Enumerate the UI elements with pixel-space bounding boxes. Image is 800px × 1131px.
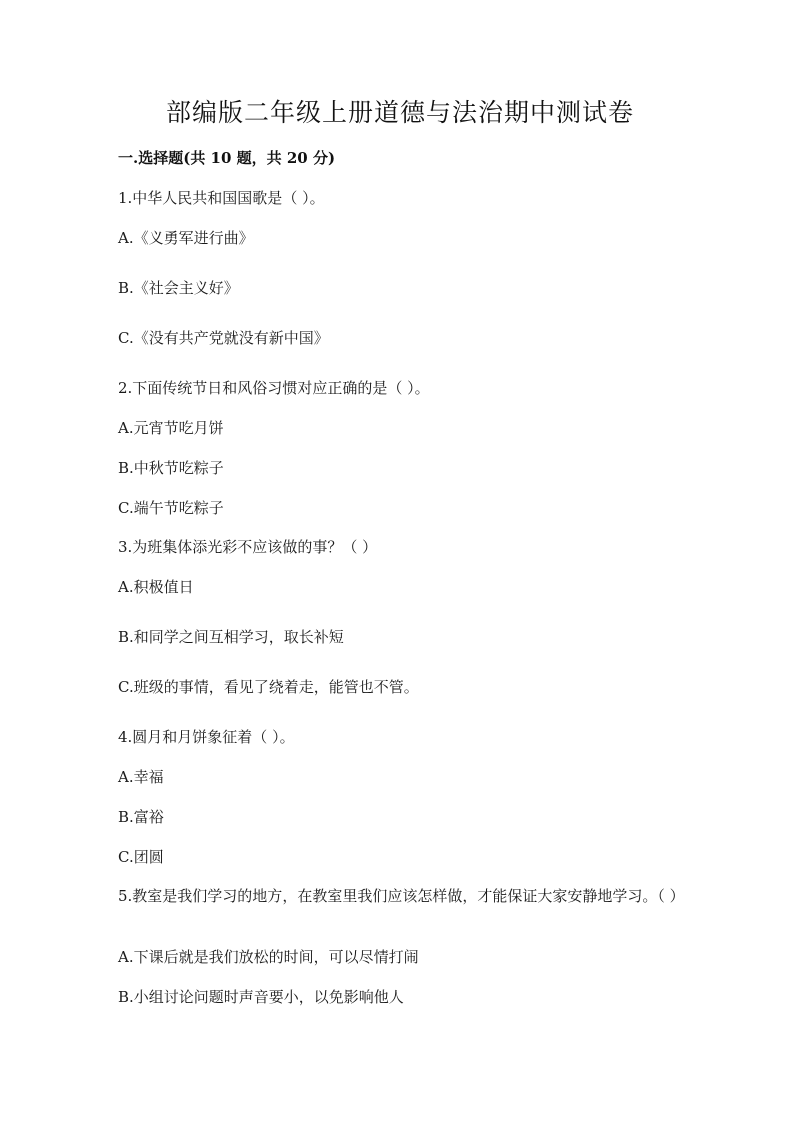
question-1-option-a: A.《义勇军进行曲》 [118,229,254,247]
question-2-option-c: C.端午节吃粽子 [118,499,224,517]
question-2-option-a: A.元宵节吃月饼 [118,419,224,437]
question-5-stem: 5.教室是我们学习的地方，在教室里我们应该怎样做，才能保证大家安静地学习。（ ） [118,887,685,905]
question-4-option-c: C.团圆 [118,848,164,866]
section-heading: 一.选择题(共 10 题，共 20 分) [118,149,336,167]
question-5-option-a: A.下课后就是我们放松的时间，可以尽情打闹 [118,948,419,966]
question-4-stem: 4.圆月和月饼象征着（ ）。 [118,728,295,746]
question-3-stem: 3.为班集体添光彩不应该做的事？（ ） [118,538,378,556]
question-1-option-c: C.《没有共产党就没有新中国》 [118,329,329,347]
question-1-option-b: B.《社会主义好》 [118,279,239,297]
question-4-option-b: B.富裕 [118,808,164,826]
page-title: 部编版二年级上册道德与法治期中测试卷 [165,98,634,127]
question-2-option-b: B.中秋节吃粽子 [118,459,224,477]
question-4-option-a: A.幸福 [118,768,164,786]
question-5-option-b: B.小组讨论问题时声音要小，以免影响他人 [118,988,404,1006]
question-3-option-c: C.班级的事情，看见了绕着走，能管也不管。 [118,678,419,696]
question-3-option-a: A.积极值日 [118,578,194,596]
question-3-option-b: B.和同学之间互相学习，取长补短 [118,628,344,646]
question-2-stem: 2.下面传统节日和风俗习惯对应正确的是（ ）。 [118,379,430,397]
question-1-stem: 1.中华人民共和国国歌是（ ）。 [118,189,325,207]
